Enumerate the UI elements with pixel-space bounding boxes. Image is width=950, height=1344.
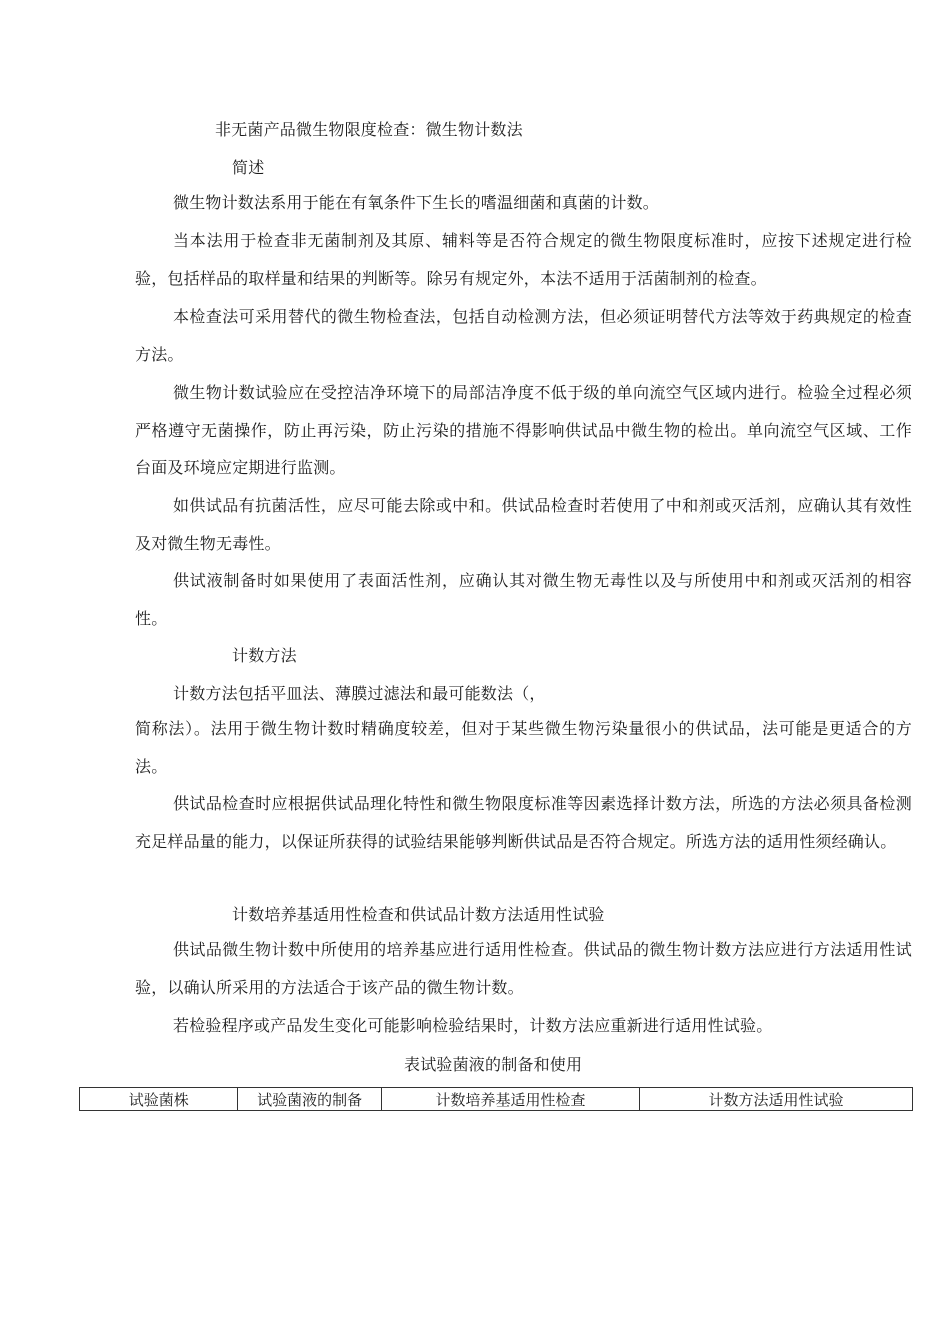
section-heading-overview: 简述 [232, 158, 265, 177]
table-header-preparation: 试验菌液的制备 [238, 1088, 382, 1111]
paragraph-2: 当本法用于检查非无菌制剂及其原、辅料等是否符合规定的微生物限度标准时，应按下述规定进行检验，包括样品的取样量和结果的判断等。除另有规定外，本法不适用于活菌制剂的检查。 [135, 231, 912, 288]
paragraph-9: 供试品微生物计数中所使用的培养基应进行适用性检查。供试品的微生物计数方法应进行方法适用性试验，以确认所采用的方法适合于该产品的微生物计数。 [135, 940, 912, 997]
paragraph-10: 若检验程序或产品发生变化可能影响检验结果时，计数方法应重新进行适用性试验。 [173, 1016, 773, 1035]
section-heading-suitability: 计数培养基适用性检查和供试品计数方法适用性试验 [232, 905, 605, 924]
paragraph-8: 供试品检查时应根据供试品理化特性和微生物限度标准等因素选择计数方法，所选的方法必须具备检测充足样品量的能力，以保证所获得的试验结果能够判断供试品是否符合规定。所选方法的适用性须经确认。 [135, 794, 912, 851]
table-caption: 表试验菌液的制备和使用 [404, 1055, 583, 1074]
section-heading-methods: 计数方法 [232, 646, 297, 665]
bacteria-table [79, 1087, 913, 1111]
table-header-strain: 试验菌株 [80, 1088, 238, 1111]
paragraph-4: 微生物计数试验应在受控洁净环境下的局部洁净度不低于级的单向流空气区域内进行。检验全过程必须严格遵守无菌操作，防止再污染，防止污染的措施不得影响供试品中微生物的检出。单向流空气区域、工作台面及环境应定期进行监测。 [135, 383, 912, 477]
paragraph-7-continued: 简称法）。法用于微生物计数时精确度较差，但对于某些微生物污染量很小的供试品，法可能是更适合的方法。 [135, 719, 912, 776]
paragraph-6: 供试液制备时如果使用了表面活性剂，应确认其对微生物无毒性以及与所使用中和剂或灭活剂的相容性。 [135, 571, 912, 628]
table-header-row [80, 1088, 913, 1111]
paragraph-3: 本检查法可采用替代的微生物检查法，包括自动检测方法，但必须证明替代方法等效于药典规定的检查方法。 [135, 307, 912, 364]
table-header-medium-suitability: 计数培养基适用性检查 [381, 1088, 639, 1111]
document-title: 非无菌产品微生物限度检查：微生物计数法 [215, 120, 523, 139]
paragraph-7-line-1: 计数方法包括平皿法、薄膜过滤法和最可能数法（， [173, 684, 546, 703]
paragraph-1: 微生物计数法系用于能在有氧条件下生长的嗜温细菌和真菌的计数。 [173, 193, 660, 212]
paragraph-5: 如供试品有抗菌活性，应尽可能去除或中和。供试品检查时若使用了中和剂或灭活剂，应确认其有效性及对微生物无毒性。 [135, 496, 912, 553]
table-header-method-suitability: 计数方法适用性试验 [639, 1088, 912, 1111]
